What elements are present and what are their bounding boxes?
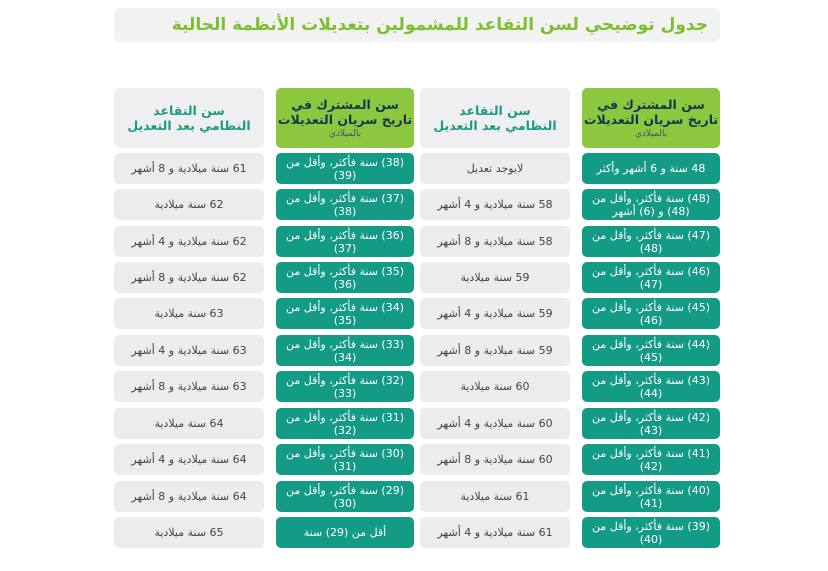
retirement-age-cell-right: 58 سنة ميلادية و 8 أشهر xyxy=(420,226,570,257)
retirement-age-cell-right: 60 سنة ميلادية و 4 أشهر xyxy=(420,408,570,439)
header-line-1: سن التقاعد xyxy=(459,103,531,118)
retirement-age-cell-left: 63 سنة ميلادية xyxy=(114,298,264,329)
subscriber-age-cell-right: 48 سنة و 6 أشهر وأكثر xyxy=(582,153,720,184)
subscriber-age-cell-right: (48) سنة فأكثر، وأقل من (48) و (6) أشهر xyxy=(582,189,720,220)
header-sub: بالميلادي xyxy=(634,129,668,139)
retirement-age-cell-left: 64 سنة ميلادية و 8 أشهر xyxy=(114,481,264,512)
header-line-2: النظامي بعد التعديل xyxy=(127,118,251,133)
subscriber-age-cell-left: (37) سنة فأكثر، وأقل من (38) xyxy=(276,189,414,220)
subscriber-age-cell-left: (31) سنة فأكثر، وأقل من (32) xyxy=(276,408,414,439)
header-retirement-age-left xyxy=(114,88,264,148)
retirement-age-cell-right: 61 سنة ميلادية xyxy=(420,481,570,512)
header-line-2: تاريخ سريان التعديلات xyxy=(277,112,413,127)
page-title: جدول توضيحي لسن التقاعد للمشمولين بتعديلات الأنظمة الحالية xyxy=(171,15,708,35)
header-subscriber-age-right xyxy=(582,88,720,148)
header-subscriber-age-left xyxy=(276,88,414,148)
retirement-age-cell-left: 64 سنة ميلادية و 4 أشهر xyxy=(114,444,264,475)
subscriber-age-cell-right: (39) سنة فأكثر، وأقل من (40) xyxy=(582,517,720,548)
header-sub: بالميلادي xyxy=(328,129,362,139)
subscriber-age-cell-left: (38) سنة فأكثر، وأقل من (39) xyxy=(276,153,414,184)
retirement-age-cell-right: 59 سنة ميلادية xyxy=(420,262,570,293)
subscriber-age-cell-left: أقل من (29) سنة xyxy=(276,517,414,548)
retirement-age-cell-left: 61 سنة ميلادية و 8 أشهر xyxy=(114,153,264,184)
retirement-age-cell-left: 63 سنة ميلادية و 4 أشهر xyxy=(114,335,264,366)
subscriber-age-cell-left: (30) سنة فأكثر، وأقل من (31) xyxy=(276,444,414,475)
retirement-age-cell-left: 62 سنة ميلادية و 8 أشهر xyxy=(114,262,264,293)
header-line-1: سن التقاعد xyxy=(153,103,225,118)
retirement-age-cell-right: 59 سنة ميلادية و 8 أشهر xyxy=(420,335,570,366)
subscriber-age-cell-left: (34) سنة فأكثر، وأقل من (35) xyxy=(276,298,414,329)
header-line-1: سن المشترك في xyxy=(597,97,705,112)
retirement-age-cell-left: 63 سنة ميلادية و 8 أشهر xyxy=(114,371,264,402)
subscriber-age-cell-left: (32) سنة فأكثر، وأقل من (33) xyxy=(276,371,414,402)
retirement-age-cell-right: 58 سنة ميلادية و 4 أشهر xyxy=(420,189,570,220)
retirement-age-cell-right: 60 سنة ميلادية و 8 أشهر xyxy=(420,444,570,475)
subscriber-age-cell-left: (36) سنة فأكثر، وأقل من (37) xyxy=(276,226,414,257)
subscriber-age-cell-right: (42) سنة فأكثر، وأقل من (43) xyxy=(582,408,720,439)
subscriber-age-cell-right: (45) سنة فأكثر، وأقل من (46) xyxy=(582,298,720,329)
header-line-1: سن المشترك في xyxy=(291,97,399,112)
subscriber-age-cell-right: (41) سنة فأكثر، وأقل من (42) xyxy=(582,444,720,475)
retirement-age-cell-right: لايوجد تعديل xyxy=(420,153,570,184)
subscriber-age-cell-right: (47) سنة فأكثر، وأقل من (48) xyxy=(582,226,720,257)
retirement-age-cell-left: 62 سنة ميلادية و 4 أشهر xyxy=(114,226,264,257)
header-line-2: النظامي بعد التعديل xyxy=(433,118,557,133)
subscriber-age-cell-right: (44) سنة فأكثر، وأقل من (45) xyxy=(582,335,720,366)
header-retirement-age-right xyxy=(420,88,570,148)
subscriber-age-cell-right: (46) سنة فأكثر، وأقل من (47) xyxy=(582,262,720,293)
retirement-age-cell-right: 59 سنة ميلادية و 4 أشهر xyxy=(420,298,570,329)
retirement-age-cell-right: 60 سنة ميلادية xyxy=(420,371,570,402)
subscriber-age-cell-left: (33) سنة فأكثر، وأقل من (34) xyxy=(276,335,414,366)
header-line-2: تاريخ سريان التعديلات xyxy=(583,112,719,127)
title-banner xyxy=(114,8,720,42)
retirement-age-cell-left: 64 سنة ميلادية xyxy=(114,408,264,439)
subscriber-age-cell-right: (43) سنة فأكثر، وأقل من (44) xyxy=(582,371,720,402)
subscriber-age-cell-left: (35) سنة فأكثر، وأقل من (36) xyxy=(276,262,414,293)
retirement-age-cell-right: 61 سنة ميلادية و 4 أشهر xyxy=(420,517,570,548)
retirement-age-cell-left: 65 سنة ميلادية xyxy=(114,517,264,548)
subscriber-age-cell-right: (40) سنة فأكثر، وأقل من (41) xyxy=(582,481,720,512)
subscriber-age-cell-left: (29) سنة فأكثر، وأقل من (30) xyxy=(276,481,414,512)
retirement-age-cell-left: 62 سنة ميلادية xyxy=(114,189,264,220)
